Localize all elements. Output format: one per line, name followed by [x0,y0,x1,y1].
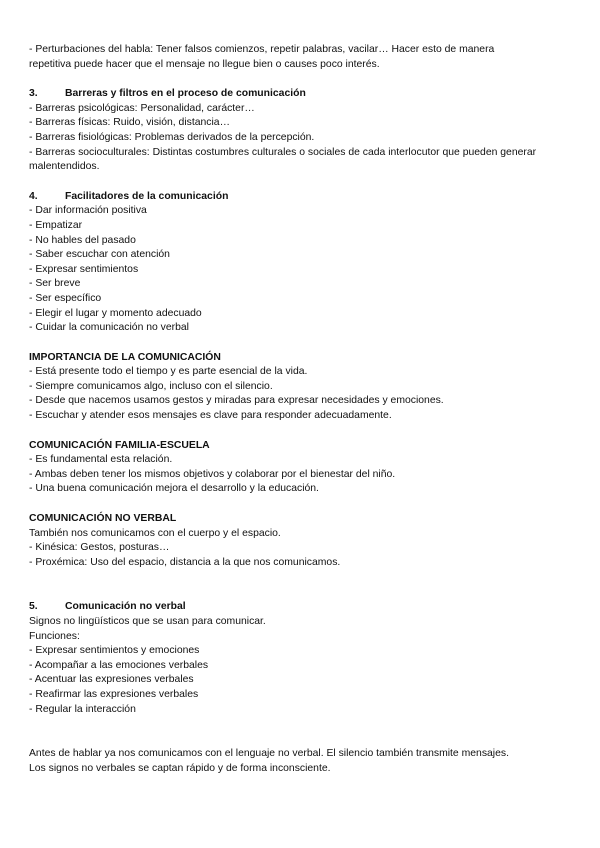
list-item: - Expresar sentimientos [29,263,139,275]
list-item: - Proxémica: Uso del espacio, distancia a la que nos comunicamos. [29,556,341,568]
list-item: - Expresar sentimientos y emociones [29,645,200,657]
list-item: - Elegir el lugar y momento adecuado [29,307,202,319]
section-5-title: Comunicación no verbal [65,601,186,613]
list-item: - Ambas deben tener los mismos objetivos y colaborar por el bienestar del niño. [29,468,396,480]
section-4-heading [29,190,574,205]
list-item: - Barreras fisiológicas: Problemas derivados de la percepción. [29,131,315,143]
section-5-number: 5. [29,601,38,613]
list-item: - Desde que nacemos usamos gestos y miradas para expresar necesidades y emociones. [29,395,444,407]
list-item: - Empatizar [29,219,83,231]
list-item: - Cuidar la comunicación no verbal [29,322,189,334]
importancia-heading: IMPORTANCIA DE LA COMUNICACIÓN [29,351,221,363]
list-item: Signos no lingüísticos que se usan para comunicar. [29,616,266,627]
list-item: - Barreras físicas: Ruido, visión, distancia… [29,117,230,129]
list-item: - Acentuar las expresiones verbales [29,674,194,686]
list-item: - Reafirmar las expresiones verbales [29,688,199,700]
list-item: malentendidos. [29,161,100,173]
list-item: - Acompañar a las emociones verbales [29,659,209,671]
list-item: - Es fundamental esta relación. [29,454,173,466]
section-5-heading [29,600,574,615]
list-item: - Dar información positiva [29,205,147,217]
list-item: Funciones: [29,630,80,642]
list-item: - Escuchar y atender esos mensajes es clave para responder adecuadamente. [29,410,392,422]
section-3-heading [29,87,574,102]
list-item: - Está presente todo el tiempo y es parte esencial de la vida. [29,366,308,378]
closing-line-1: Antes de hablar ya nos comunicamos con el lenguaje no verbal. El silencio también transmite mensajes. [29,748,509,760]
section-4-number: 4. [29,190,38,202]
list-item: - Saber escuchar con atención [29,249,170,261]
closing-line-2: Los signos no verbales se captan rápido y de forma inconsciente. [29,762,331,774]
list-item: - Barreras psicológicas: Personalidad, carácter… [29,102,255,114]
familia-escuela-heading: COMUNICACIÓN FAMILIA-ESCUELA [29,439,210,451]
list-item: - Ser breve [29,278,81,290]
section-4-title: Facilitadores de la comunicación [65,190,229,202]
list-item: - Barreras socioculturales: Distintas costumbres culturales o sociales de cada interlocutor que pueden generar [29,146,537,158]
list-item: - Una buena comunicación mejora el desarrollo y la educación. [29,483,319,495]
section-3-title: Barreras y filtros en el proceso de comunicación [65,88,306,100]
list-item: - Kinésica: Gestos, posturas… [29,542,170,554]
section-3-number: 3. [29,88,38,100]
list-item: - Regular la interacción [29,703,136,715]
intro-line-2: repetitiva puede hacer que el mensaje no llegue bien o causes poco interés. [29,58,380,70]
intro-line-1: - Perturbaciones del habla: Tener falsos comienzos, repetir palabras, vacilar… Hacer esto de manera [29,44,495,55]
list-item: También nos comunicamos con el cuerpo y el espacio. [29,527,281,539]
list-item: - Siempre comunicamos algo, incluso con el silencio. [29,380,273,392]
no-verbal-heading: COMUNICACIÓN NO VERBAL [29,513,177,525]
list-item: - No hables del pasado [29,234,136,246]
list-item: - Ser específico [29,292,102,304]
